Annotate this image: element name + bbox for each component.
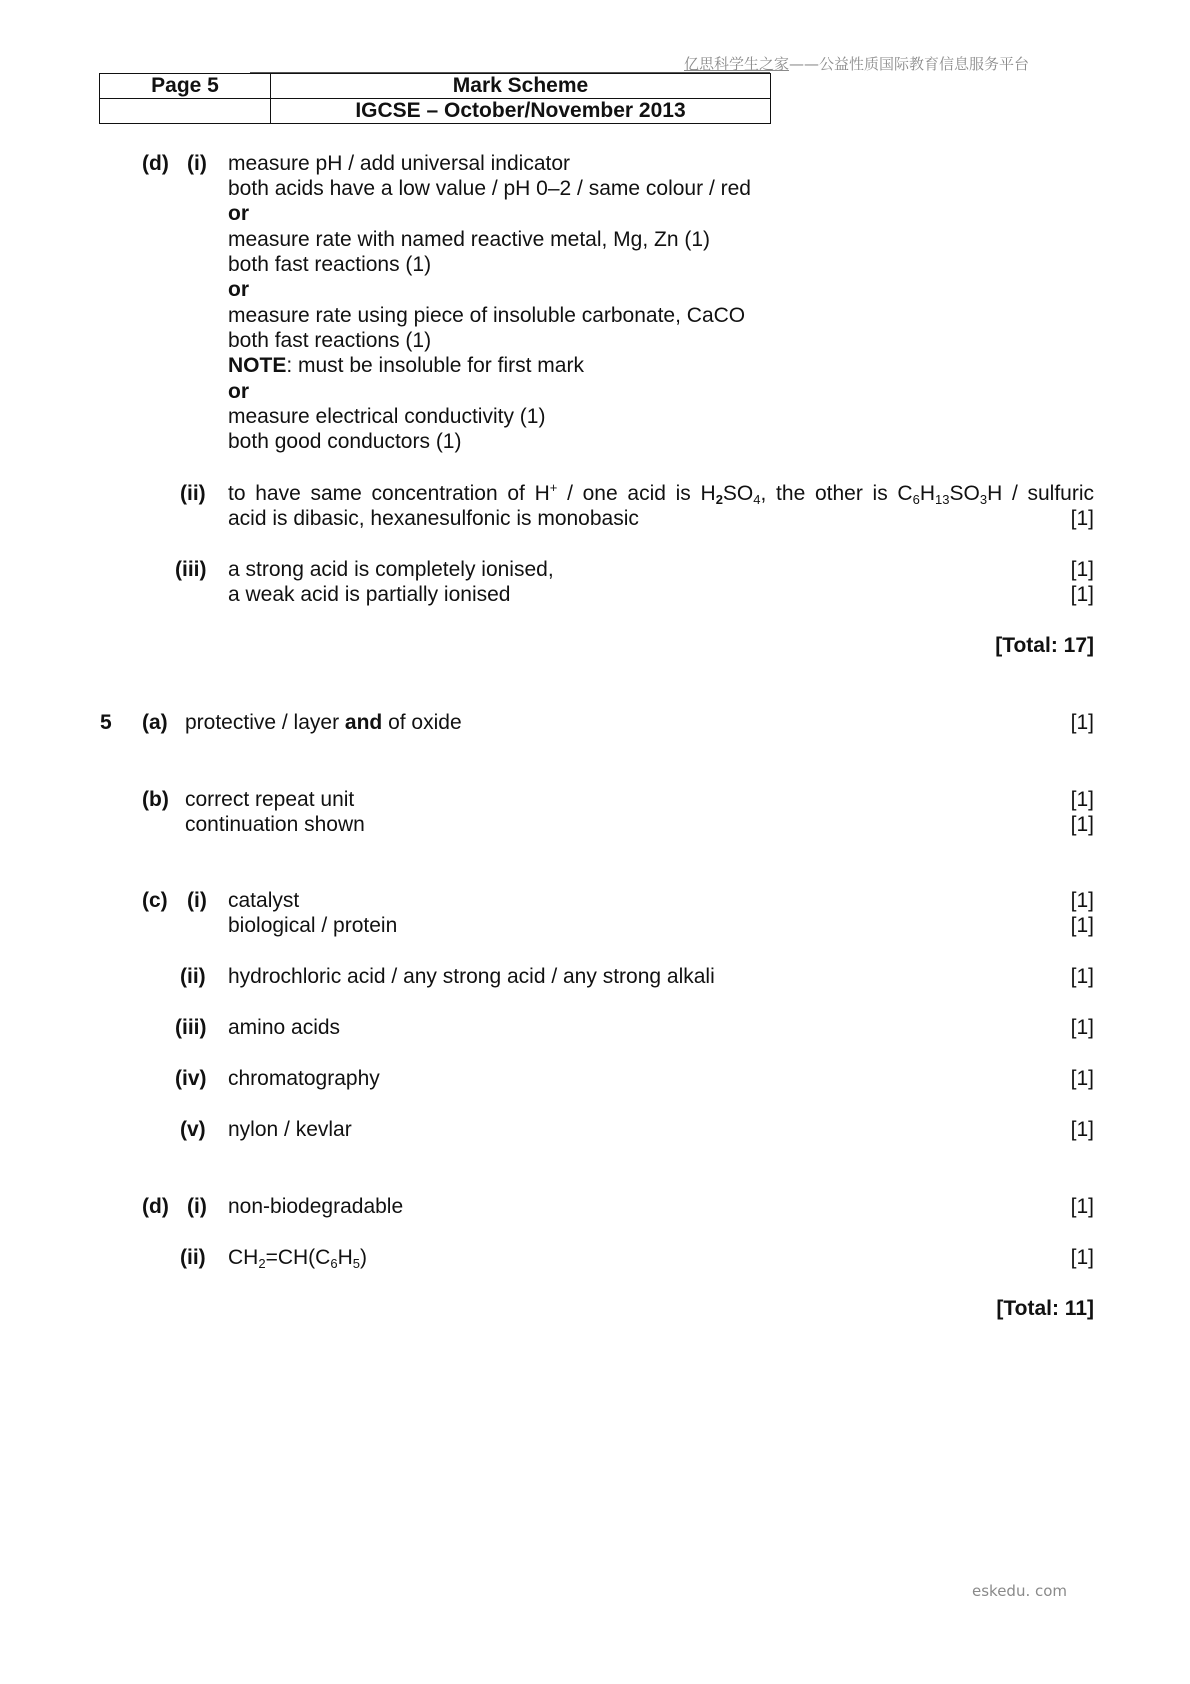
answer-line: a weak acid is partially ionised — [228, 583, 511, 606]
subpart-label-iii: (iii) — [175, 1016, 207, 1039]
subpart-label-i: (i) — [187, 889, 207, 912]
mark-value: [1] — [1070, 507, 1094, 530]
chemical-formula-styrene: $CH_2=CH(C_6H_5)$ — [228, 1246, 367, 1271]
answer-line: both fast reactions (1) — [228, 253, 432, 276]
mark-value: [1] — [1070, 1067, 1094, 1090]
mark-value: [1] — [1070, 1195, 1094, 1218]
note-text: : must be insoluble for first mark — [286, 354, 584, 377]
subpart-label-ii: (ii) — [180, 1246, 206, 1269]
or-divider: or — [228, 202, 249, 225]
part-label-a: (a) — [142, 711, 168, 734]
header-table — [99, 73, 771, 124]
answer-line: measure rate with named reactive metal, Mg, Zn (1) — [228, 228, 711, 251]
watermark-footer: eskedu. com — [972, 1582, 1068, 1600]
watermark-slogan: 公益性质国际教育信息服务平台 — [819, 55, 1030, 73]
part-label-d: (d) — [142, 1195, 169, 1218]
watermark-site-name: 亿思科学生之家 — [684, 55, 790, 73]
subpart-label-ii: (ii) — [180, 482, 206, 505]
mark-value: [1] — [1070, 914, 1094, 937]
or-divider: or — [228, 380, 249, 403]
mark-value: [1] — [1070, 965, 1094, 988]
question-number-5: 5 — [100, 711, 112, 734]
answer-line: amino acids — [228, 1016, 341, 1039]
total-marks-q4: [Total: 17] — [995, 634, 1094, 657]
exam-session: IGCSE – October/November 2013 — [271, 99, 771, 124]
mark-value: [1] — [1070, 1016, 1094, 1039]
answer-line: both acids have a low value / pH 0–2 / same colour / red — [228, 177, 751, 200]
mark-value: [1] — [1070, 1118, 1094, 1141]
subpart-label-ii: (ii) — [180, 965, 206, 988]
answer-line: hydrochloric acid / any strong acid / any strong alkali — [228, 965, 715, 988]
mark-value: [1] — [1070, 813, 1094, 836]
total-marks-q5: [Total: 11] — [996, 1297, 1094, 1320]
mark-value: [1] — [1070, 711, 1094, 734]
answer-line: chromatography — [228, 1067, 380, 1090]
answer-line: correct repeat unit — [185, 788, 355, 811]
answer-line: both fast reactions (1) — [228, 329, 432, 352]
page-label: Page 5 — [100, 74, 271, 99]
subpart-label-iii: (iii) — [175, 558, 207, 581]
part-label-d: (d) — [142, 152, 169, 175]
answer-line: to have same concentration of H+ / one acid is $H_2SO_4$, the other is $C_6H_{13}SO_3H$ / sulfuric — [228, 480, 1095, 507]
answer-line: measure electrical conductivity (1) — [228, 405, 546, 428]
answer-line: protective / layer and of oxide — [185, 711, 462, 734]
mark-value: [1] — [1070, 583, 1094, 606]
subpart-label-v: (v) — [180, 1118, 206, 1141]
document-title: Mark Scheme — [271, 74, 771, 99]
subpart-label-i: (i) — [187, 152, 207, 175]
watermark-header — [684, 54, 1029, 74]
answer-line: acid is dibasic, hexanesulfonic is monobasic — [228, 507, 639, 530]
mark-value: [1] — [1070, 788, 1094, 811]
answer-line: non-biodegradable — [228, 1195, 404, 1218]
answer-line: both good conductors (1) — [228, 430, 462, 453]
part-label-c: (c) — [142, 889, 168, 912]
answer-line: measure pH / add universal indicator — [228, 152, 571, 175]
answer-line: biological / protein — [228, 914, 398, 937]
subpart-label-i: (i) — [187, 1195, 207, 1218]
answer-line: continuation shown — [185, 813, 365, 836]
or-divider: or — [228, 278, 249, 301]
mark-value: [1] — [1070, 558, 1094, 581]
answer-line: measure rate using piece of insoluble carbonate, CaCO — [228, 304, 746, 327]
mark-value: [1] — [1070, 1246, 1094, 1269]
note-line — [228, 354, 584, 378]
part-label-b: (b) — [142, 788, 169, 811]
answer-line: catalyst — [228, 889, 300, 912]
mark-value: [1] — [1070, 889, 1094, 912]
subpart-label-iv: (iv) — [175, 1067, 207, 1090]
answer-line: a strong acid is completely ionised, — [228, 558, 554, 581]
note-label: NOTE — [228, 354, 287, 377]
answer-line: nylon / kevlar — [228, 1118, 352, 1141]
empty-cell — [100, 99, 271, 124]
watermark-dash: —— — [789, 55, 820, 73]
